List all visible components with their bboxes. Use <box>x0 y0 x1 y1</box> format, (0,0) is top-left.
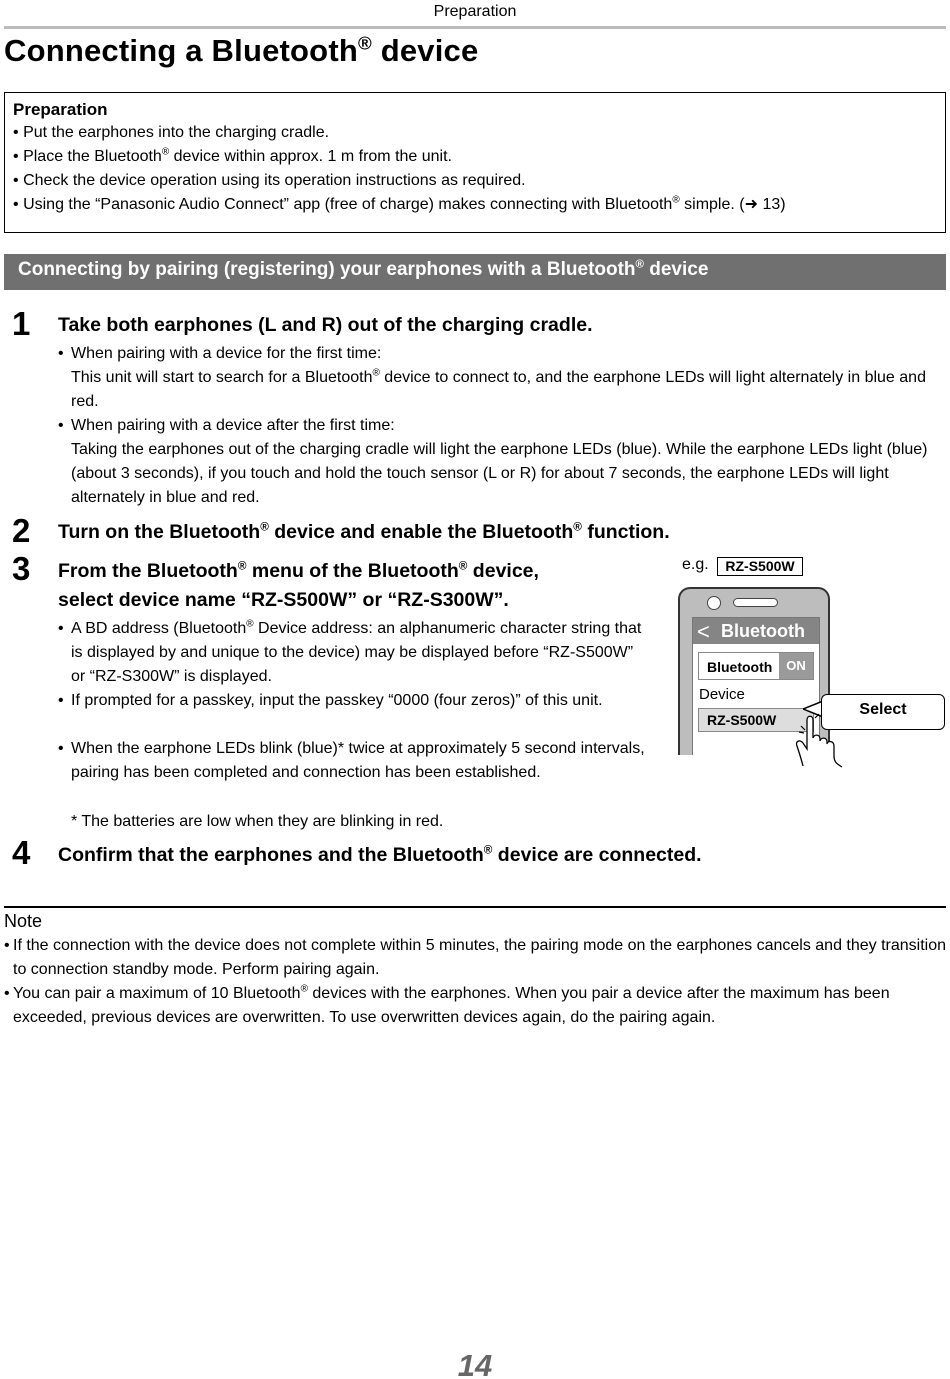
note-title: Note <box>4 911 43 931</box>
step-title: Confirm that the earphones and the Bluetooth® device are connected. <box>58 843 702 866</box>
device-list-item: RZ-S500W <box>698 708 814 732</box>
page-number: 14 <box>457 1348 493 1379</box>
step-number: 1 <box>12 305 31 342</box>
camera-icon <box>707 596 721 610</box>
step-title: From the Bluetooth® menu of the Bluetooth® device, select device name “RZ-S500W” or “RZ-S300W”. <box>58 559 539 611</box>
step-number: 4 <box>12 834 31 871</box>
bluetooth-toggle: ON <box>779 653 813 679</box>
step-number: 3 <box>12 550 31 587</box>
device-header: Device <box>699 686 745 703</box>
step-title: Turn on the Bluetooth® device and enable the Bluetooth® function. <box>58 520 670 543</box>
step-bullet: • If prompted for a passkey, input the passkey “0000 (four zeros)” of this unit. <box>58 692 603 709</box>
preparation-list <box>13 121 937 217</box>
bluetooth-toggle-row <box>698 652 814 680</box>
step-number: 2 <box>12 512 31 549</box>
step-bullet: • A BD address (Bluetooth® Device address: an alphanumeric character string that is displayed by and unique to the device) may be displayed before “RZ-S500W” or “RZ-S300W” is displayed. <box>58 618 642 685</box>
step-bullet: • When pairing with a device after the first time: Taking the earphones out of the charging cradle will light the earphone LEDs (blue). While the earphone LEDs light (blue) (about 3 seconds), if you touch and hold the touch sensor (L or R) for about 7 seconds, the earphone LEDs will light alternately in blue and red. <box>58 417 928 506</box>
running-head: Preparation <box>433 3 517 20</box>
screen-title-bar <box>693 618 819 644</box>
speaker-icon <box>733 598 778 607</box>
note-item: • If the connection with the device does not complete within 5 minutes, the pairing mode on the earphones cancels and they transition to connection standby mode. Perform pairing again. <box>4 937 947 978</box>
page-title: Connecting a Bluetooth® device <box>4 32 479 68</box>
header-rule <box>4 26 946 29</box>
step-bullet: • When pairing with a device for the first time: This unit will start to search for a Bluetooth® device to connect to, and the earphone LEDs will light alternately in blue and red. <box>58 345 926 410</box>
bluetooth-toggle-label: Bluetooth <box>707 659 773 675</box>
footnote: * The batteries are low when they are blinking in red. <box>71 813 444 830</box>
back-chevron-icon: < <box>697 619 710 644</box>
section-heading: Connecting by pairing (registering) your earphones with a Bluetooth® device <box>4 254 946 290</box>
step-bullet: • When the earphone LEDs blink (blue)* twice at approximately 5 second intervals, pairing has been completed and connection has been established. <box>58 740 645 781</box>
preparation-box <box>4 92 946 233</box>
example-model-badge: RZ-S500W <box>717 557 803 576</box>
select-callout: Select <box>821 694 945 730</box>
note-rule <box>4 906 946 908</box>
screen-title: Bluetooth <box>721 621 805 641</box>
example-label: e.g. <box>682 556 709 573</box>
pointing-hand-icon <box>795 712 853 768</box>
preparation-title: Preparation <box>13 100 108 119</box>
list-item: • Using the “Panasonic Audio Connect” app (free of charge) makes connecting with Bluetooth® simple. (➜ 13) <box>13 194 786 213</box>
list-item: • Place the Bluetooth® device within approx. 1 m from the unit. <box>13 146 452 165</box>
list-item: • Check the device operation using its operation instructions as required. <box>13 172 526 189</box>
list-item: • Put the earphones into the charging cradle. <box>13 124 330 141</box>
step-title: Take both earphones (L and R) out of the charging cradle. <box>58 314 593 336</box>
note-item: • You can pair a maximum of 10 Bluetooth® devices with the earphones. When you pair a device after the maximum has been exceeded, previous devices are overwritten. To use overwritten devices again, do the pairing again. <box>4 983 890 1026</box>
